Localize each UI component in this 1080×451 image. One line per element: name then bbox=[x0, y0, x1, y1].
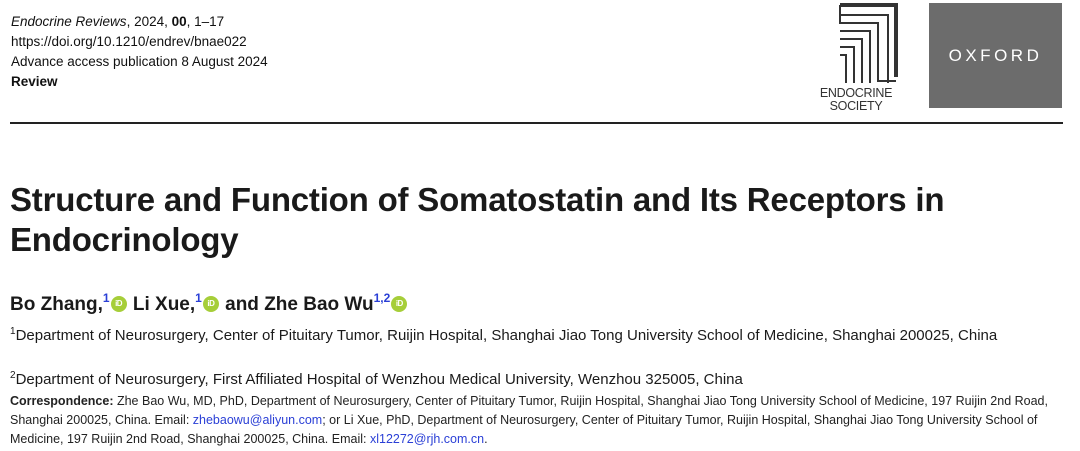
oxford-wordmark: OXFORD bbox=[948, 45, 1043, 65]
journal-volume: 00 bbox=[171, 14, 187, 29]
endocrine-society-logo-icon bbox=[836, 3, 900, 85]
author-name[interactable]: Li Xue, bbox=[132, 294, 196, 315]
author-name[interactable]: Zhe Bao Wu bbox=[264, 294, 374, 315]
journal-pages: , 1–17 bbox=[186, 14, 225, 29]
author-affiliation-marker[interactable]: 1,2 bbox=[373, 291, 391, 305]
oxford-logo bbox=[929, 3, 1062, 108]
affiliation-text: Department of Neurosurgery, First Affiliated Hospital of Wenzhou Medical University, Wenzhou 325005, China bbox=[15, 371, 743, 388]
correspondence-text: Zhe Bao Wu, MD, PhD, Department of Neurosurgery, Center of Pituitary Tumor, Ruijin Hospital, Shanghai Jiao Tong University School of Medicine, 197 Ruijin 2nd Road, Shanghai 200025, China. Email: bbox=[10, 394, 1048, 427]
article-title: Structure and Function of Somatostatin and Its Receptors in Endocrinology bbox=[10, 181, 945, 258]
affiliation-number: 2 bbox=[10, 370, 16, 381]
orcid-icon[interactable]: iD bbox=[111, 296, 127, 312]
correspondence-text: . bbox=[484, 432, 488, 446]
header-divider bbox=[10, 122, 1063, 124]
society-line-1: ENDOCRINE bbox=[819, 86, 893, 100]
author-name[interactable]: Bo Zhang, bbox=[10, 294, 103, 315]
citation-line bbox=[11, 12, 268, 32]
journal-name: Endocrine Reviews bbox=[11, 14, 127, 29]
journal-year: , 2024, bbox=[126, 14, 172, 29]
article-type: Review bbox=[11, 74, 58, 89]
author-conjunction: and bbox=[225, 294, 265, 315]
author-affiliation-marker[interactable]: 1 bbox=[102, 291, 110, 305]
correspondence-label: Correspondence: bbox=[10, 394, 114, 408]
email-link[interactable]: xl12272@rjh.com.cn bbox=[369, 432, 485, 446]
orcid-icon[interactable]: iD bbox=[391, 296, 407, 312]
affiliation-text: Department of Neurosurgery, Center of Pituitary Tumor, Ruijin Hospital, Shanghai Jiao Tong University School of Medicine, Shanghai 200025, China bbox=[15, 327, 998, 344]
correspondence bbox=[10, 392, 1060, 449]
correspondence-text: ; or Li Xue, PhD, Department of Neurosurgery, Center of Pituitary Tumor, Ruijin Hospital, Shanghai Jiao Tong University School of Medicine, 197 Ruijin 2nd Road, Shanghai 200025, China. Email: bbox=[10, 413, 1038, 446]
article-metadata bbox=[11, 12, 268, 92]
doi-link[interactable]: https://doi.org/10.1210/endrev/bnae022 bbox=[11, 34, 247, 49]
affiliation-2 bbox=[10, 366, 743, 389]
endocrine-society-wordmark bbox=[808, 87, 904, 113]
orcid-icon[interactable]: iD bbox=[203, 296, 219, 312]
society-line-2: SOCIETY bbox=[829, 99, 883, 113]
author-list bbox=[10, 286, 408, 317]
affiliation-1 bbox=[10, 322, 1075, 345]
affiliation-number: 1 bbox=[10, 326, 16, 337]
author-affiliation-marker[interactable]: 1 bbox=[195, 291, 202, 305]
publication-date: Advance access publication 8 August 2024 bbox=[11, 54, 268, 69]
email-link[interactable]: zhebaowu@aliyun.com bbox=[192, 413, 323, 427]
endocrine-society-logo bbox=[808, 3, 904, 116]
